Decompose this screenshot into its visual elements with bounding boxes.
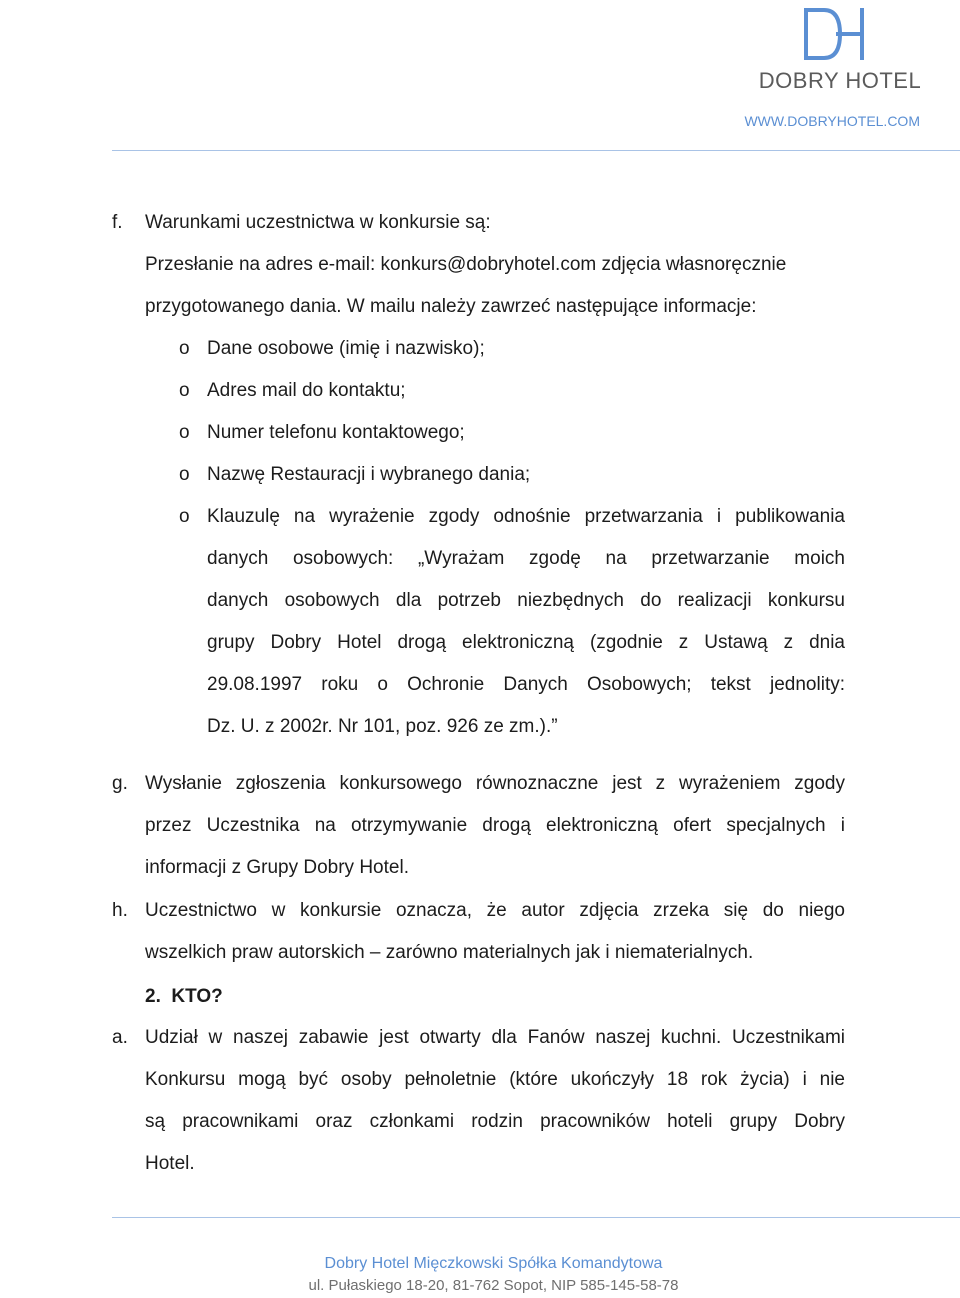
list-item: Nazwę Restauracji i wybranego dania;	[207, 464, 531, 485]
page-header	[0, 0, 960, 150]
section-a-line: Konkursu mogą być osoby pełnoletnie (które ukończyły 18 rok życia) i nie	[145, 1069, 845, 1090]
footer-divider	[112, 1217, 960, 1218]
list-item: Adres mail do kontaktu;	[207, 380, 406, 401]
section-a-line: Hotel.	[145, 1153, 195, 1174]
section-h-line: wszelkich praw autorskich – zarówno materialnych jak i niematerialnych.	[145, 942, 754, 963]
bullet-marker: o	[179, 338, 190, 359]
section-a-line: są pracownikami oraz członkami rodzin pracowników hoteli grupy Dobry	[145, 1111, 845, 1132]
bullet-marker: o	[179, 380, 190, 401]
header-divider	[112, 150, 960, 151]
brand-name: DOBRY HOTEL	[758, 68, 922, 93]
list-item: Dane osobowe (imię i nazwisko);	[207, 338, 485, 359]
section-a-line: Udział w naszej zabawie jest otwarty dla Fanów naszej kuchni. Uczestnikami	[145, 1027, 845, 1048]
section-f-para-line: Przesłanie na adres e-mail: konkurs@dobryhotel.com zdjęcia własnoręcznie	[145, 254, 787, 275]
consent-clause-line: danych osobowych: „Wyrażam zgodę na przetwarzanie moich	[207, 548, 845, 569]
section-g-line: przez Uczestnika na otrzymywanie drogą elektroniczną ofert specjalnych i	[145, 815, 845, 836]
list-marker-a: a.	[112, 1027, 128, 1048]
website-link[interactable]: WWW.DOBRYHOTEL.COM	[744, 113, 920, 129]
section-f-para-line: przygotowanego dania. W mailu należy zawrzeć następujące informacje:	[145, 296, 757, 317]
bullet-marker: o	[179, 464, 190, 485]
consent-clause-line: danych osobowych dla potrzeb niezbędnych do realizacji konkursu	[207, 590, 845, 611]
section-h-line: Uczestnictwo w konkursie oznacza, że autor zdjęcia zrzeka się do niego	[145, 900, 845, 921]
bullet-marker: o	[179, 506, 190, 527]
footer-company-name: Dobry Hotel Mięczkowski Spółka Komandytowa	[324, 1255, 663, 1272]
consent-clause-line: 29.08.1997 roku o Ochronie Danych Osobowych; tekst jednolity:	[207, 674, 845, 695]
consent-clause-line: grupy Dobry Hotel drogą elektroniczną (zgodnie z Ustawą z dnia	[207, 632, 845, 653]
list-marker-g: g.	[112, 773, 128, 794]
section-2-heading: 2. KTO?	[145, 986, 223, 1007]
footer-address: ul. Pułaskiego 18-20, 81-762 Sopot, NIP 585-145-58-78	[308, 1277, 679, 1294]
section-g-line: Wysłanie zgłoszenia konkursowego równoznaczne jest z wyrażeniem zgody	[145, 773, 845, 794]
list-marker-h: h.	[112, 900, 128, 921]
list-item: Numer telefonu kontaktowego;	[207, 422, 465, 443]
consent-clause-line: Dz. U. z 2002r. Nr 101, poz. 926 ze zm.).”	[207, 716, 558, 737]
bullet-marker: o	[179, 422, 190, 443]
dobry-hotel-logo	[800, 4, 868, 64]
list-item: Klauzulę na wyrażenie zgody odnośnie przetwarzania i publikowania	[207, 506, 845, 527]
section-f-heading: Warunkami uczestnictwa w konkursie są:	[145, 212, 491, 233]
section-g-line: informacji z Grupy Dobry Hotel.	[145, 857, 409, 878]
list-marker-f: f.	[112, 212, 123, 233]
